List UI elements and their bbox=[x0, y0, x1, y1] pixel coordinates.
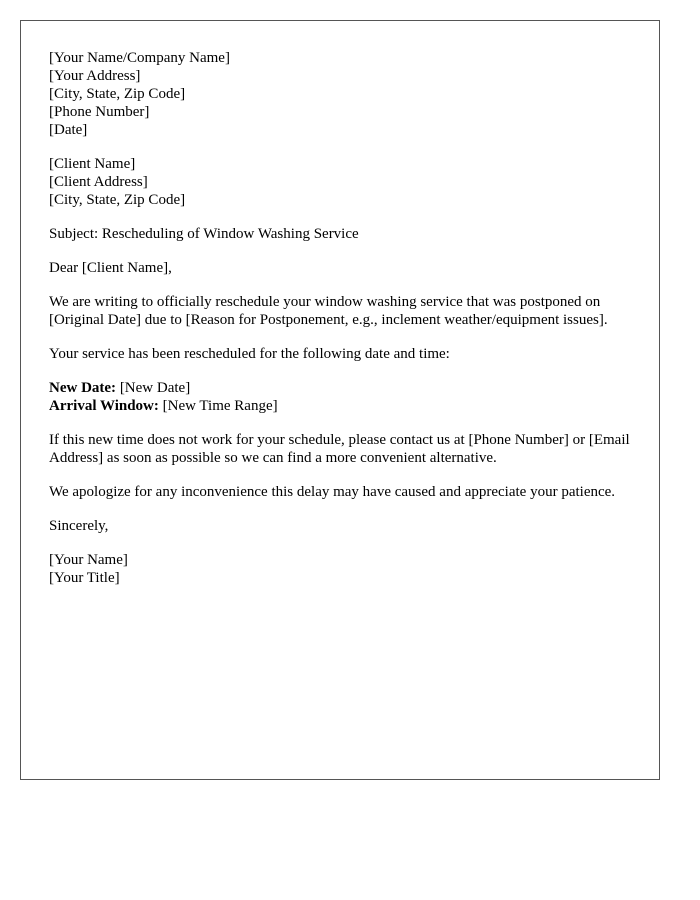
subject-line: Subject: Rescheduling of Window Washing Service bbox=[49, 226, 359, 242]
sender-block bbox=[49, 49, 634, 139]
apology-paragraph: We apologize for any inconvenience this delay may have caused and appreciate your patience. bbox=[49, 484, 616, 500]
recipient-block bbox=[49, 155, 634, 209]
arrival-window-row bbox=[49, 397, 634, 415]
sender-city-state-zip: [City, State, Zip Code] bbox=[49, 86, 186, 102]
letter-date: [Date] bbox=[49, 122, 88, 138]
salutation: Dear [Client Name], bbox=[49, 260, 172, 276]
arrival-window-label: Arrival Window: bbox=[49, 398, 159, 414]
intro-paragraph: We are writing to officially reschedule your window washing service that was postponed on [Original Date] due to [Reason for Postponement, e.g., inclement weather/equipment issues]. bbox=[49, 294, 608, 328]
signature-name: [Your Name] bbox=[49, 552, 128, 568]
schedule-intro-paragraph: Your service has been rescheduled for the following date and time: bbox=[49, 346, 450, 362]
new-date-value: [New Date] bbox=[116, 380, 191, 396]
signature-title: [Your Title] bbox=[49, 570, 120, 586]
recipient-address: [Client Address] bbox=[49, 174, 148, 190]
letter-page bbox=[20, 20, 660, 780]
recipient-city-state-zip: [City, State, Zip Code] bbox=[49, 192, 186, 208]
arrival-window-value: [New Time Range] bbox=[158, 398, 278, 414]
sender-phone: [Phone Number] bbox=[49, 104, 150, 120]
new-date-row bbox=[49, 379, 634, 397]
schedule-details bbox=[49, 379, 634, 415]
sender-address: [Your Address] bbox=[49, 68, 141, 84]
sender-name: [Your Name/Company Name] bbox=[49, 50, 230, 66]
signature-block bbox=[49, 551, 634, 587]
letter-body bbox=[49, 49, 634, 603]
closing: Sincerely, bbox=[49, 518, 109, 534]
contact-paragraph: If this new time does not work for your schedule, please contact us at [Phone Number] or [Email Address] as soon as possible so we can find a more convenient alternative. bbox=[49, 432, 630, 466]
recipient-name: [Client Name] bbox=[49, 156, 136, 172]
new-date-label: New Date: bbox=[49, 380, 117, 396]
